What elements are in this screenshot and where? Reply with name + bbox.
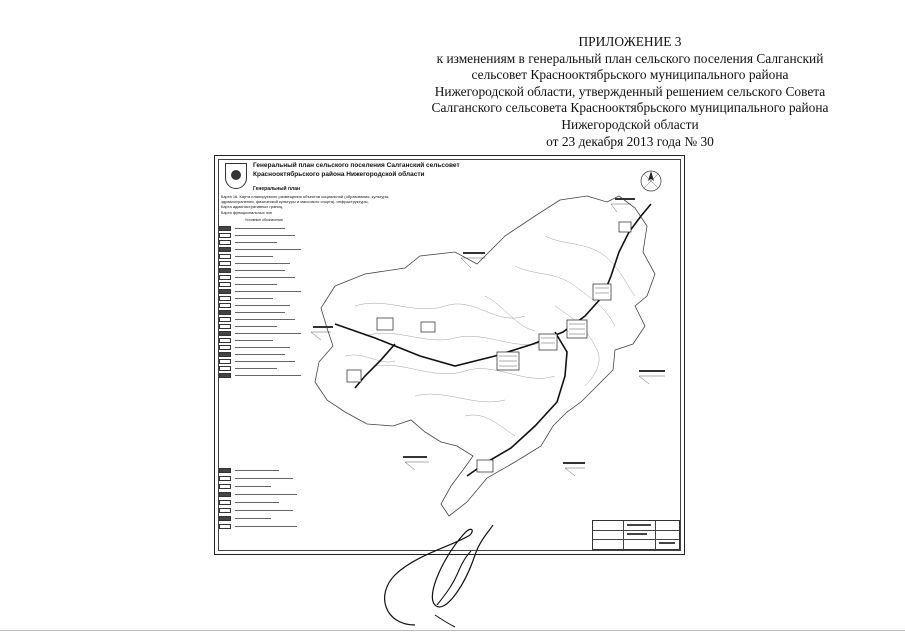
north-arrow-icon: [638, 168, 664, 194]
map-desc-line-3: Карта административных границ,: [221, 204, 284, 210]
title-stamp: [592, 520, 680, 550]
settlements: [347, 222, 631, 472]
annotation-leaders: [311, 204, 665, 476]
map-desc-line-2: здравоохранения, физической культуры и массового спорта), инфраструктуры,: [221, 199, 369, 205]
map-subtitle: Генеральный план: [253, 186, 300, 192]
terrain-contours: [345, 236, 635, 436]
page-bottom-rule: [0, 630, 905, 631]
appendix-title: ПРИЛОЖЕНИЕ 3: [578, 34, 682, 49]
header-line-5: Салганского сельсовета Краснооктябрьского муниципального района: [431, 100, 829, 116]
legend-title: Условные обозначения: [245, 218, 283, 222]
header-line-7: от 23 декабря 2013 года № 30: [546, 133, 714, 149]
header-line-6: Нижегородской области: [561, 116, 699, 132]
map-desc-line-4: Карта функциональных зон: [221, 209, 273, 215]
annotation-labels: [313, 198, 665, 464]
header-line-2: к изменениям в генеральный план сельского поселения Салганский: [436, 50, 824, 66]
header-block: [400, 34, 860, 150]
signature-icon: [375, 515, 505, 635]
map-title-line-1: Генеральный план сельского поселения Салганский сельсовет: [253, 162, 460, 169]
settlement-map: [215, 156, 684, 554]
main-roads: [335, 204, 651, 476]
map-desc-line-1: Карта 16. Карта планируемого размещения объектов социальной (образования, культуры,: [221, 194, 390, 199]
map-sheet: [214, 155, 685, 555]
header-line-4: Нижегородской области, утвержденный решением сельского Совета: [434, 83, 826, 99]
header-line-3: сельсовет Краснооктябрьского муниципального района: [471, 67, 789, 83]
map-title-line-2: Краснооктябрьского района Нижегородской области: [253, 171, 425, 178]
